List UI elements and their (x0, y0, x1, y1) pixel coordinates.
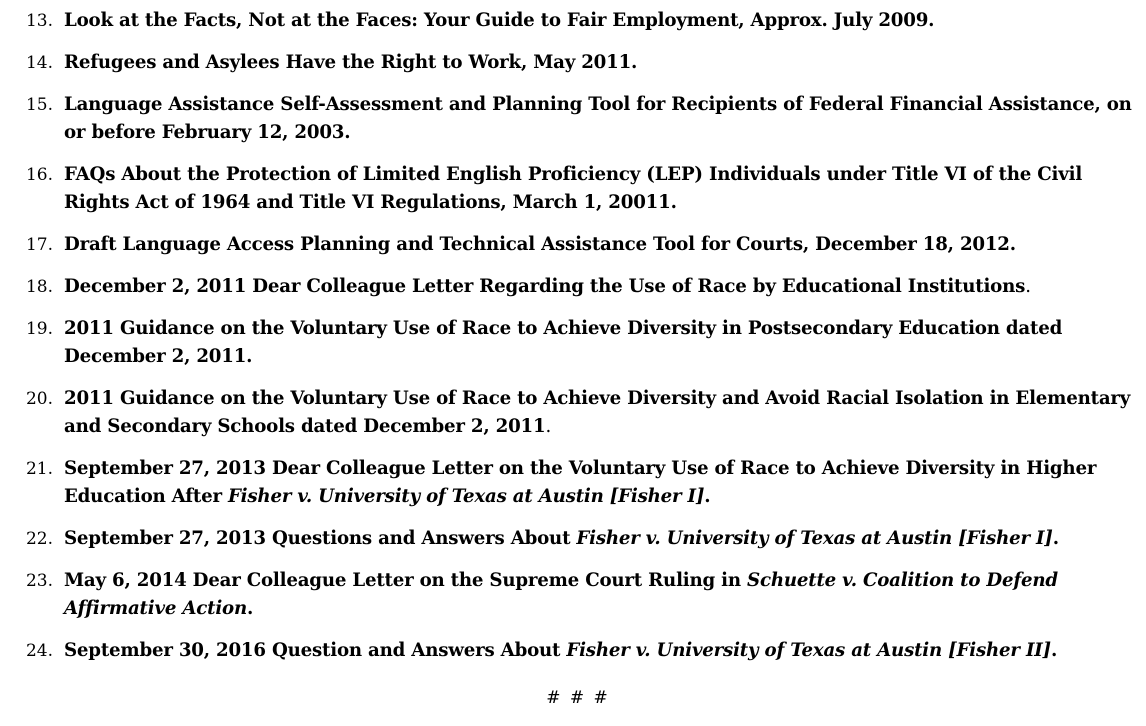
case-name: Fisher v. University of Texas at Austin [Fisher II] (566, 640, 1051, 661)
case-name: Schuette v. Coalition to Defend Affirmative Action (64, 570, 1058, 619)
item-text: September 30, 2016 Question and Answers About Fisher v. University of Texas at Austin [Fisher II]. (64, 640, 1058, 661)
item-number: 17. (25, 235, 53, 255)
item-number: 18. (25, 277, 53, 297)
case-name: Fisher v. University of Texas at Austin [Fisher I] (227, 486, 705, 507)
item-text: 2011 Guidance on the Voluntary Use of Race to Achieve Diversity in Postsecondary Education dated December 2, 2011. (64, 318, 1063, 367)
item-number: 16. (25, 165, 53, 185)
end-of-document-mark: # # # (546, 688, 610, 708)
item-text: 2011 Guidance on the Voluntary Use of Race to Achieve Diversity and Avoid Racial Isolation in Elementary and Secondary Schools dated December 2, 2011. (64, 388, 1131, 437)
item-number: 24. (25, 641, 53, 661)
item-text: Refugees and Asylees Have the Right to Work, May 2011. (64, 52, 638, 73)
item-text: FAQs About the Protection of Limited English Proficiency (LEP) Individuals under Title VI of the Civil Rights Act of 1964 and Title VI Regulations, March 1, 20011. (64, 164, 1083, 213)
item-number: 13. (25, 11, 53, 31)
item-number: 14. (25, 53, 53, 73)
item-number: 23. (25, 571, 53, 591)
item-text: May 6, 2014 Dear Colleague Letter on the Supreme Court Ruling in Schuette v. Coalition to Defend Affirmative Action. (64, 570, 1058, 619)
item-text: September 27, 2013 Questions and Answers About Fisher v. University of Texas at Austin [Fisher I]. (64, 528, 1059, 549)
case-name: Fisher v. University of Texas at Austin [Fisher I] (576, 528, 1053, 549)
item-text: December 2, 2011 Dear Colleague Letter Regarding the Use of Race by Educational Institutions. (64, 276, 1031, 297)
item-text: Language Assistance Self-Assessment and Planning Tool for Recipients of Federal Financial Assistance, on or before February 12, 2003. (64, 94, 1132, 143)
item-text: Look at the Facts, Not at the Faces: Your Guide to Fair Employment, Approx. July 2009. (64, 10, 935, 31)
item-text: Draft Language Access Planning and Technical Assistance Tool for Courts, December 18, 2012. (64, 234, 1016, 255)
item-number: 22. (25, 529, 53, 549)
item-number: 21. (25, 459, 53, 479)
item-number: 15. (25, 95, 53, 115)
item-number: 20. (25, 389, 53, 409)
item-text: September 27, 2013 Dear Colleague Letter on the Voluntary Use of Race to Achieve Diversity in Higher Education After Fisher v. University of Texas at Austin [Fisher I]. (64, 458, 1097, 507)
item-number: 19. (25, 319, 53, 339)
